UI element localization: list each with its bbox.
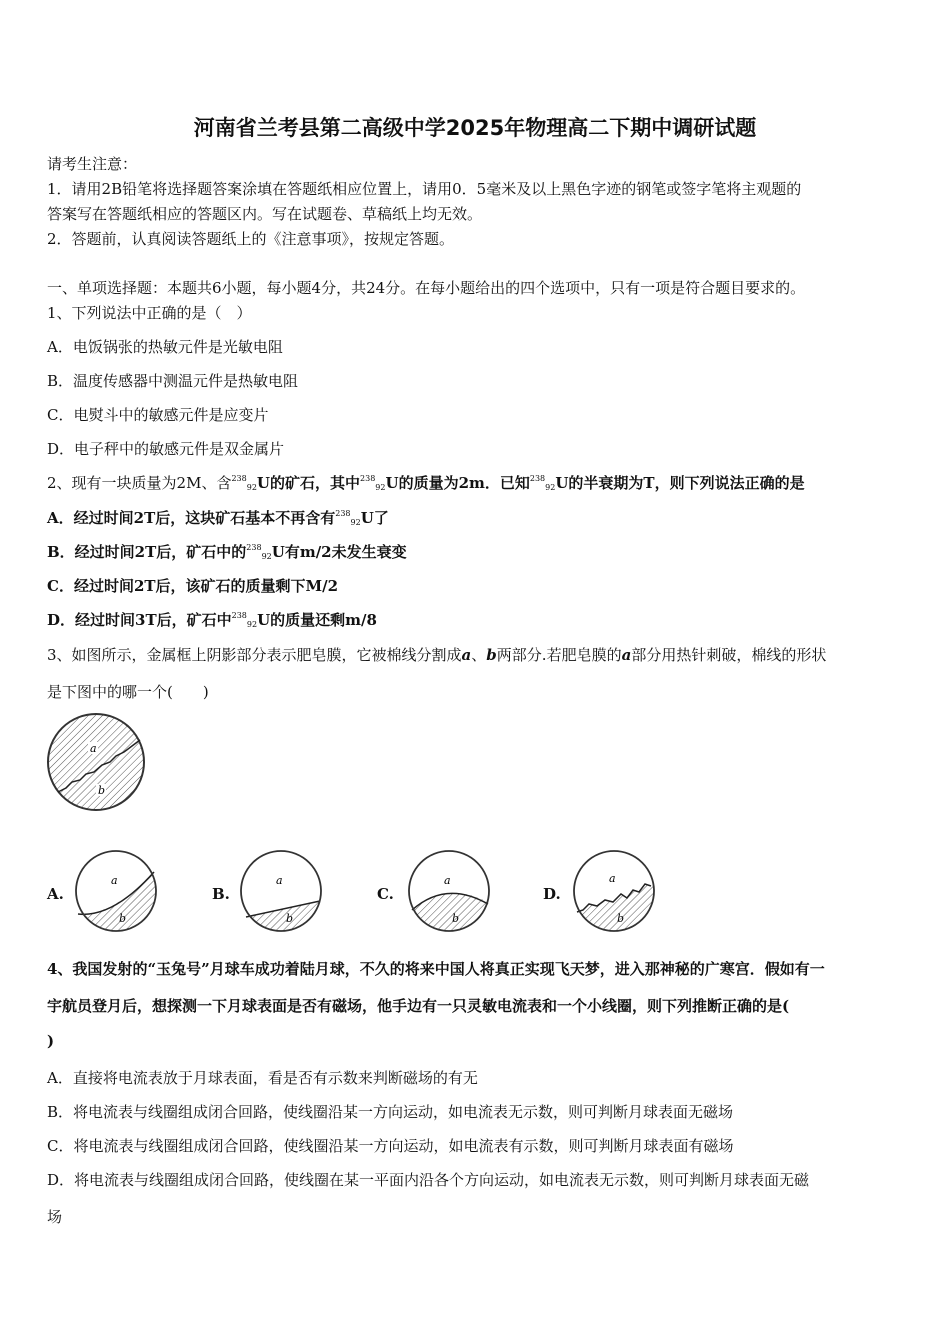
soap-film-figure: [44, 710, 148, 814]
q3-option-c-figure: [406, 848, 492, 934]
mass-number: 238: [246, 543, 262, 552]
q2-option-c: C．经过时间2T后，该矿石的质量剩下M/2: [47, 577, 339, 595]
q1-stem: 1、下列说法中正确的是（ ）: [47, 304, 252, 322]
q1-option-a: A．电饭锅张的热敏元件是光敏电阻: [47, 338, 283, 356]
label-b: b: [452, 912, 460, 925]
q2-stem-part: U的半衰期为T，则下列说法正确的是: [555, 474, 805, 492]
q3-option-a-label: A.: [47, 885, 64, 903]
q4-option-d: D．将电流表与线圈组成闭合回路，使线圈在某一平面内沿各个方向运动，如电流表无示数，则可判断月球表面无磁: [47, 1171, 810, 1189]
mass-number: 238: [231, 611, 247, 620]
q2-stem-part: U的矿石，其中: [256, 474, 361, 492]
label-b: b: [119, 912, 127, 925]
q2-option-d: [47, 609, 377, 630]
q3-option-c-label: C.: [377, 885, 394, 903]
label-b: b: [617, 912, 625, 925]
part-a-label: a: [461, 646, 472, 664]
part-b-label: b: [486, 646, 497, 664]
q2-option-d-text: D．经过时间3T后，矿石中: [47, 611, 232, 629]
notice-heading: 请考生注意：: [47, 155, 138, 173]
q4-stem-line1: 4、我国发射的“玉兔号”月球车成功着陆月球，不久的将来中国人将真正实现飞天梦，进入那神秘的广寒宫．假如有一: [47, 960, 825, 978]
q1-option-d: D．电子秤中的敏感元件是双金属片: [47, 440, 285, 458]
region-label-b: b: [98, 784, 106, 797]
label-a: a: [609, 872, 616, 885]
atomic-number: 92: [350, 518, 361, 527]
notice-item-2: 2．答题前，认真阅读答题纸上的《注意事项》，按规定答题。: [47, 230, 455, 248]
q3-stem-text: 部分用热针刺破，棉线的形状: [631, 646, 827, 664]
q4-option-c: C．将电流表与线圈组成闭合回路，使线圈沿某一方向运动，如电流表有示数，则可判断月球表面有磁场: [47, 1137, 734, 1155]
q1-option-c: C．电熨斗中的敏感元件是应变片: [47, 406, 269, 424]
page-title: 河南省兰考县第二高级中学2025年物理高二下期中调研试题: [193, 116, 757, 140]
q3-option-a-figure: [73, 848, 159, 934]
q3-stem-line2: 是下图中的哪一个( ): [47, 683, 209, 701]
q2-stem-part: U的质量为2m．已知: [385, 474, 530, 492]
atomic-number: 92: [246, 620, 258, 629]
mass-number: 238: [231, 474, 247, 483]
part-a-label: a: [621, 646, 632, 664]
q3-option-b-figure: [238, 848, 324, 934]
label-b: b: [286, 912, 294, 925]
q2-option-b-text: B．经过时间2T后，矿石中的: [47, 543, 247, 561]
q4-option-a: A．直接将电流表放于月球表面，看是否有示数来判断磁场的有无: [47, 1069, 478, 1087]
section-heading: 一、单项选择题：本题共6小题，每小题4分，共24分。在每小题给出的四个选项中，只有一项是符合题目要求的。: [47, 279, 806, 297]
q4-option-b: B．将电流表与线圈组成闭合回路，使线圈沿某一方向运动，如电流表无示数，则可判断月球表面无磁场: [47, 1103, 734, 1121]
q2-option-a-text: A．经过时间2T后，这块矿石基本不再含有: [47, 509, 336, 527]
q2-stem-part: 2、现有一块质量为2M、含: [47, 474, 232, 492]
q3-stem-text: 3、如图所示，金属框上阴影部分表示肥皂膜，它被棉线分割成: [47, 646, 462, 664]
q3-option-b-label: B.: [212, 885, 230, 903]
q2-stem: [47, 472, 805, 493]
atomic-number: 92: [375, 483, 386, 492]
q2-option-d-text: U的质量还剩m/8: [257, 611, 377, 629]
q2-option-b: [47, 541, 407, 562]
q2-option-a-text: U了: [360, 509, 389, 527]
mass-number: 238: [529, 474, 546, 483]
atomic-number: 92: [545, 483, 556, 492]
q2-option-a: [47, 507, 389, 528]
q3-stem-text: 两部分.若肥皂膜的: [496, 646, 622, 664]
q2-option-b-text: U有m/2未发生衰变: [271, 543, 407, 561]
mass-number: 238: [335, 509, 351, 518]
q4-option-d-cont: 场: [47, 1208, 63, 1226]
atomic-number: 92: [246, 483, 257, 492]
q3-option-d-label: D.: [543, 885, 561, 903]
q4-stem-line3: ): [47, 1032, 55, 1050]
q3-option-d-figure: [571, 848, 657, 934]
label-a: a: [276, 874, 283, 887]
label-a: a: [111, 874, 118, 887]
q3-stem-line1: [47, 644, 826, 665]
notice-item-1: 1．请用2B铅笔将选择题答案涂填在答题纸相应位置上，请用0．5毫米及以上黑色字迹的钢笔或签字笔将主观题的: [47, 180, 802, 198]
notice-item-1-cont: 答案写在答题纸相应的答题区内。写在试题卷、草稿纸上均无效。: [47, 205, 483, 223]
q4-stem-line2: 宇航员登月后，想探测一下月球表面是否有磁场，他手边有一只灵敏电流表和一个小线圈，则下列推断正确的是(: [47, 997, 790, 1015]
label-a: a: [444, 874, 451, 887]
region-label-a: a: [90, 742, 97, 755]
film-b: [73, 848, 159, 934]
mass-number: 238: [360, 474, 376, 483]
q1-option-b: B．温度传感器中测温元件是热敏电阻: [47, 372, 299, 390]
atomic-number: 92: [261, 552, 272, 561]
q3-stem-text: 、: [471, 646, 487, 664]
